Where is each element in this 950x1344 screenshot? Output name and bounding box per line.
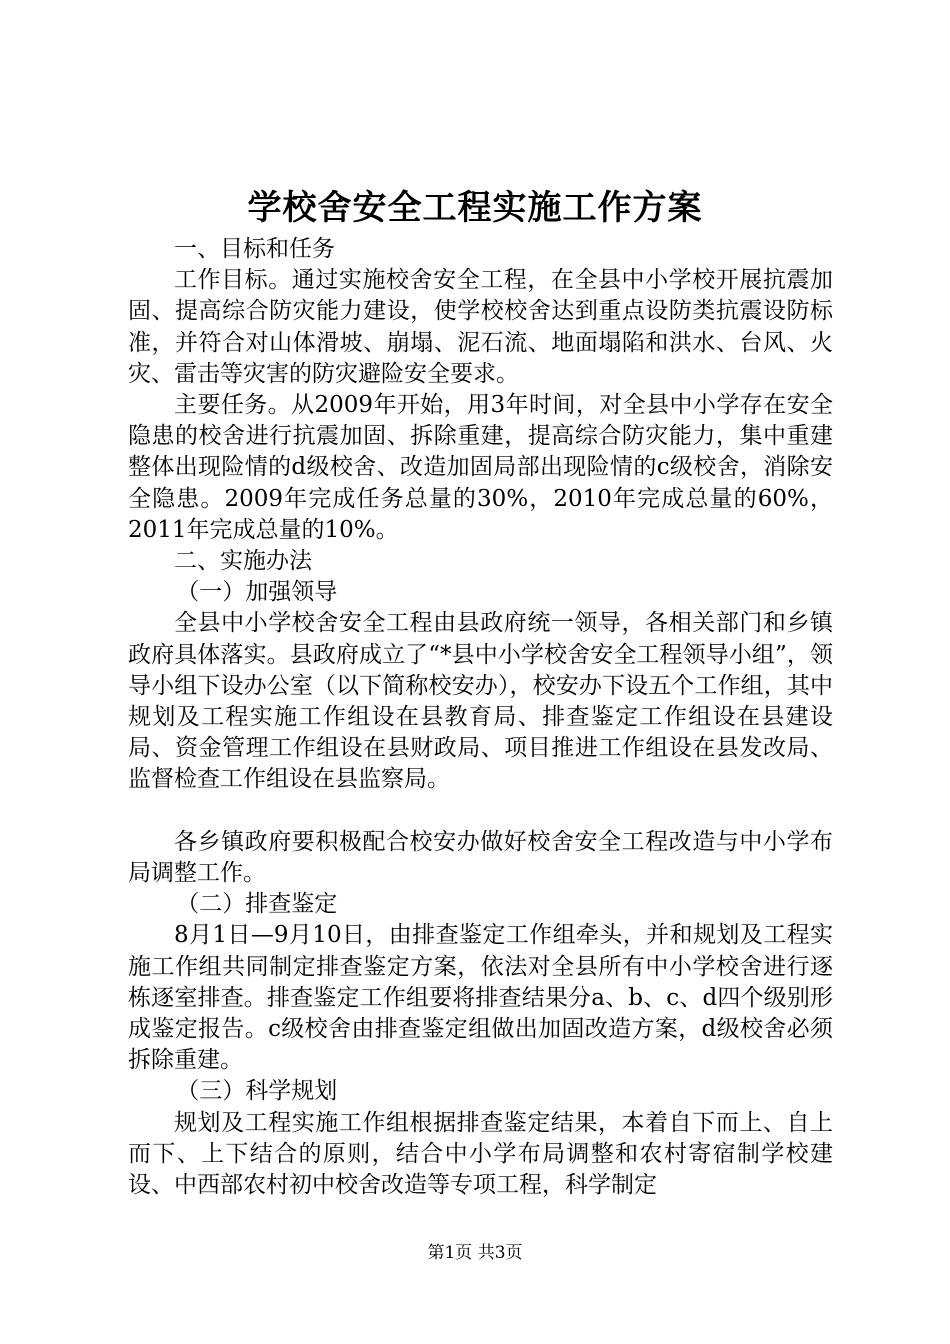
blank-line bbox=[128, 796, 833, 827]
paragraph-inspection: 8月1日—9月10日，由排查鉴定工作组牵头，并和规划及工程实施工作组共同制定排查鉴定方案，依法对全县所有中小学校舍进行逐栋逐室排查。排查鉴定工作组要将排查结果分a、b、c、d四个级别形成鉴定报告。c级校舍由排查鉴定组做出加固改造方案，d级校舍必须拆除重建。 bbox=[128, 922, 833, 1074]
section-heading-methods: 二、实施办法 bbox=[174, 548, 312, 575]
subheading-inspection: （二）排查鉴定 bbox=[176, 891, 338, 918]
paragraph-work-goal: 工作目标。通过实施校舍安全工程，在全县中小学校开展抗震加固、提高综合防灾能力建设，使学校校舍达到重点设防类抗震设防标准，并符合对山体滑坡、崩塌、泥石流、地面塌陷和洪水、台风、火灾、雷击等灾害的防灾避险安全要求。 bbox=[128, 267, 833, 387]
paragraph-planning: 规划及工程实施工作组根据排查鉴定结果，本着自下而上、自上而下、上下结合的原则，结合中小学布局调整和农村寄宿制学校建设、中西部农村初中校舍改造等专项工程，科学制定 bbox=[128, 1109, 833, 1199]
document-title: 学校舍安全工程实施工作方案 bbox=[247, 188, 703, 228]
subheading-leadership: （一）加强领导 bbox=[176, 579, 338, 606]
paragraph-main-tasks: 主要任务。从2009年开始，用3年时间，对全县中小学存在安全隐患的校舍进行抗震加固、拆除重建，提高综合防灾能力，集中重建整体出现险情的d级校舍、改造加固局部出现险情的c级校舍，消除安全隐患。2009年完成任务总量的30%，2010年完成总量的60%，2011年完成总量的10%。 bbox=[128, 392, 833, 543]
document-body bbox=[128, 234, 833, 1201]
subheading-planning: （三）科学规划 bbox=[176, 1078, 338, 1105]
section-heading-goals: 一、目标和任务 bbox=[174, 236, 335, 262]
paragraph-townships: 各乡镇政府要积极配合校安办做好校舍安全工程改造与中小学布局调整工作。 bbox=[128, 828, 833, 887]
page-footer: 第1页 共3页 bbox=[427, 1243, 523, 1263]
paragraph-leadership: 全县中小学校舍安全工程由县政府统一领导，各相关部门和乡镇政府具体落实。县政府成立了“*县中小学校舍安全工程领导小组”，领导小组下设办公室（以下简称校安办），校安办下设五个工作组，其中规划及工程实施工作组设在县教育局、排查鉴定工作组设在县建设局、资金管理工作组设在县财政局、项目推进工作组设在县发改局、监督检查工作组设在县监察局。 bbox=[128, 610, 833, 793]
